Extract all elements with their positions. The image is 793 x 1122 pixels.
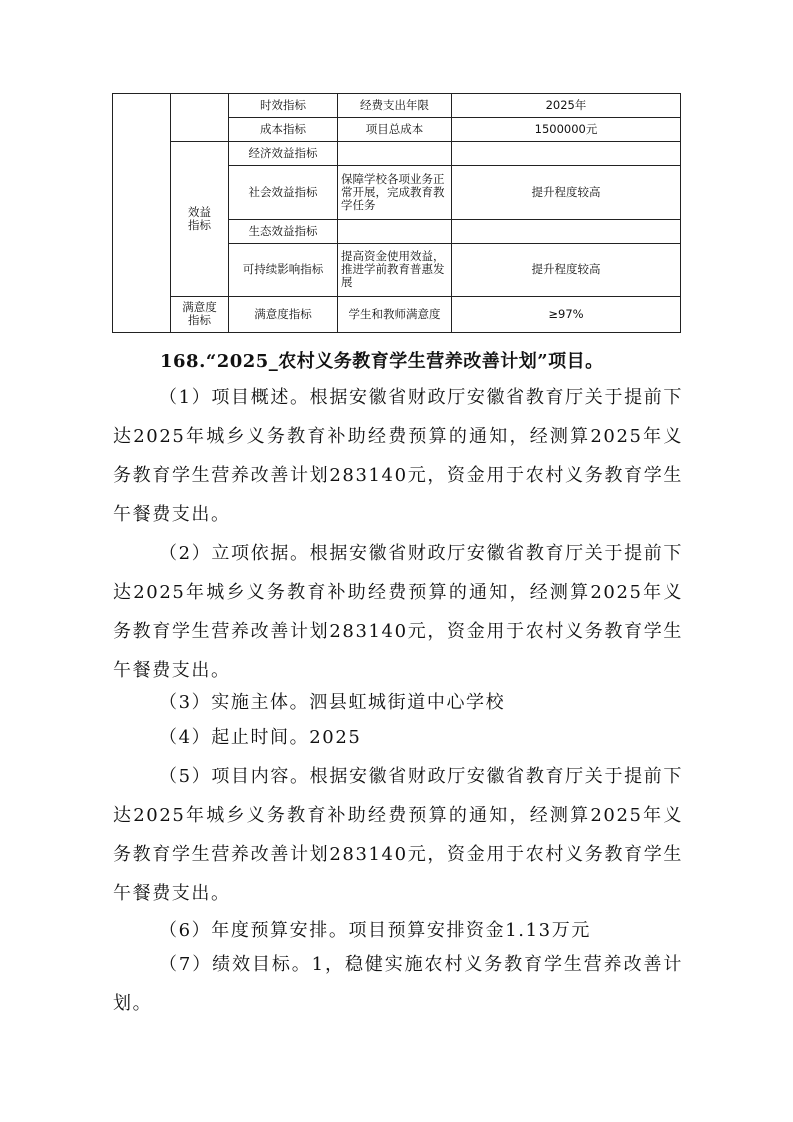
table-cell [452, 219, 681, 243]
table-cell [338, 219, 452, 243]
table-group-benefit: 效益指标 [171, 142, 229, 297]
table-cell: 经济效益指标 [229, 142, 338, 166]
table-cell: 提升程度较高 [452, 243, 681, 296]
table-cell: ≥97% [452, 296, 681, 332]
table-cell: 满意度指标 [171, 296, 229, 332]
table-cell: 提高资金使用效益，推进学前教育普惠发展 [338, 243, 452, 296]
performance-indicator-table [112, 93, 681, 333]
table-cell: 社会效益指标 [229, 166, 338, 219]
table-cell: 生态效益指标 [229, 219, 338, 243]
table-cell: 2025年 [452, 94, 681, 118]
table-cell: 1500000元 [452, 118, 681, 142]
table-cell [452, 142, 681, 166]
paragraph-subject: （3）实施主体。泗县虹城街道中心学校 [159, 692, 506, 713]
table-cell: 学生和教师满意度 [338, 296, 452, 332]
paragraph-basis: （2）立项依据。根据安徽省财政厅安徽省教育厅关于提前下达2025年城乡义务教育补助经费预算的通知，经测算2025年义务教育学生营养改善计划283140元，资金用于农村义务教育学生午餐费支出。 [113, 543, 683, 681]
table-cell [338, 142, 452, 166]
paragraph-content: （5）项目内容。根据安徽省财政厅安徽省教育厅关于提前下达2025年城乡义务教育补助经费预算的通知，经测算2025年义务教育学生营养改善计划283140元，资金用于农村义务教育学生午餐费支出。 [113, 766, 683, 904]
paragraph-overview: （1）项目概述。根据安徽省财政厅安徽省教育厅关于提前下达2025年城乡义务教育补助经费预算的通知，经测算2025年义务教育学生营养改善计划283140元，资金用于农村义务教育学生午餐费支出。 [113, 387, 683, 525]
table-cell: 满意度指标 [229, 296, 338, 332]
table-cell: 时效指标 [229, 94, 338, 118]
table-cell: 保障学校各项业务正常开展，完成教育教学任务 [338, 166, 452, 219]
table-first-column-cell [113, 94, 171, 333]
table-cell: 提升程度较高 [452, 166, 681, 219]
paragraph-goal: （7）绩效目标。1，稳健实施农村义务教育学生营养改善计划。 [113, 954, 683, 1014]
table-cell: 成本指标 [229, 118, 338, 142]
paragraph-budget: （6）年度预算安排。项目预算安排资金1.13万元 [159, 920, 591, 941]
table-category-cell [171, 94, 229, 142]
table-cell: 项目总成本 [338, 118, 452, 142]
table-cell: 可持续影响指标 [229, 243, 338, 296]
section-heading: 168.“2025_农村义务教育学生营养改善计划”项目。 [160, 351, 604, 372]
paragraph-period: （4）起止时间。2025 [159, 727, 362, 748]
table-cell: 经费支出年限 [338, 94, 452, 118]
